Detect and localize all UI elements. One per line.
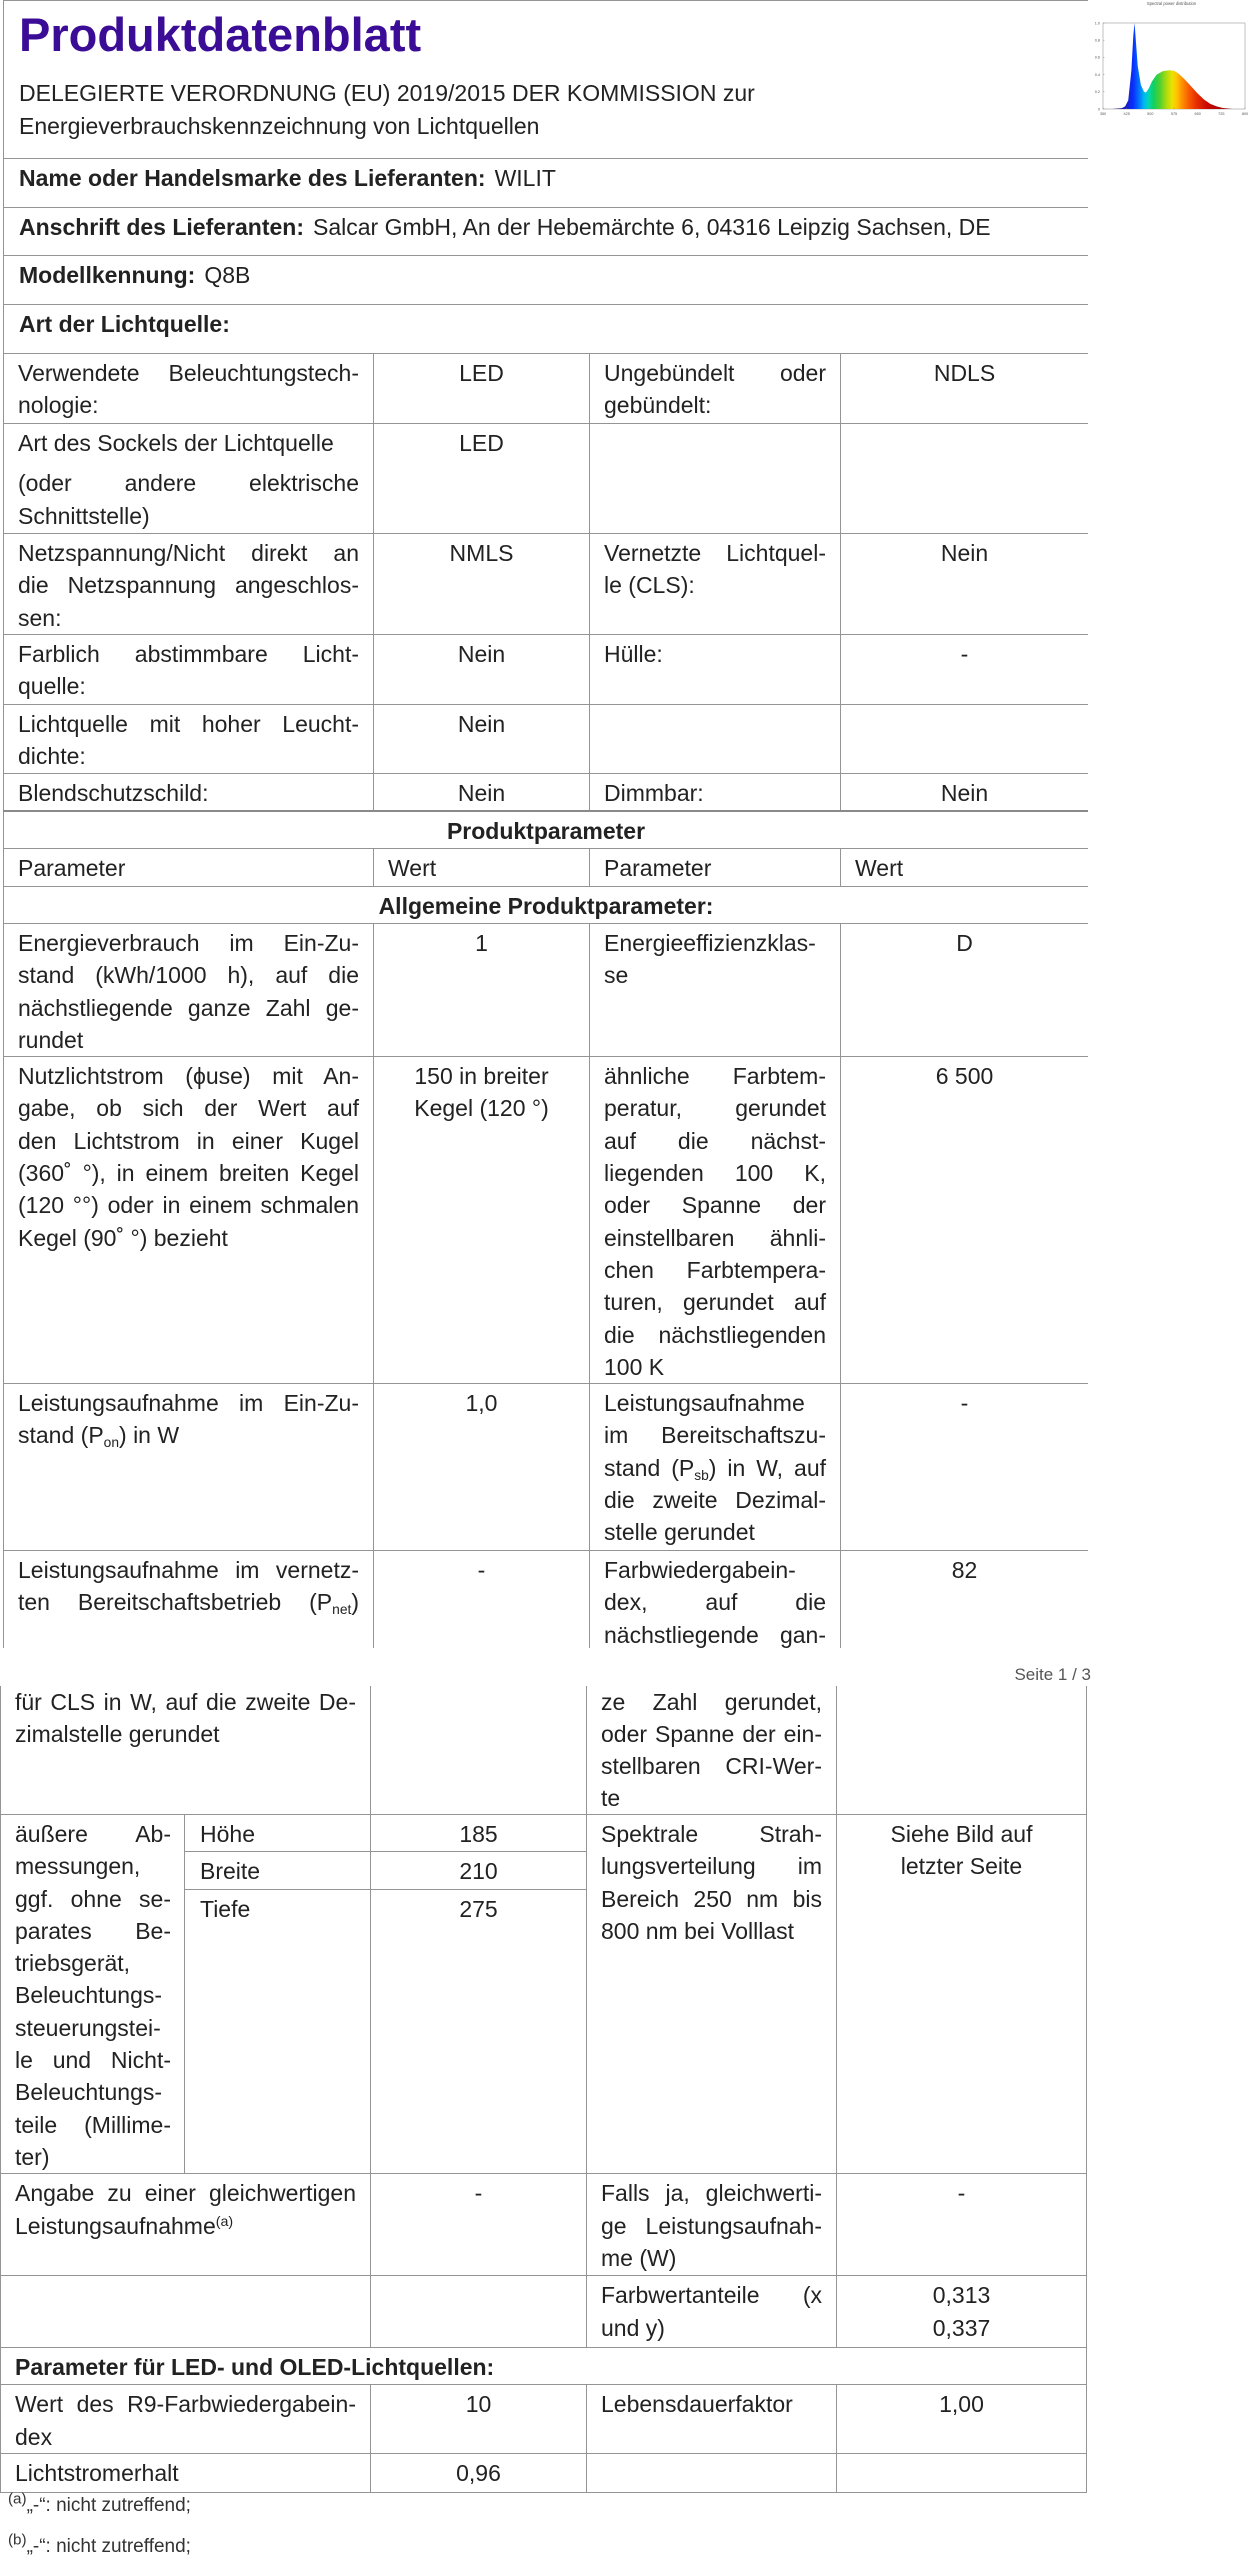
empty-cell <box>841 424 1089 534</box>
lumen-maintenance-label <box>1 2453 371 2492</box>
text-line: Kegel (90˚ °) bezieht <box>18 1224 228 1251</box>
text-line: ähnliche Farbtem- <box>604 1063 826 1090</box>
table-row <box>4 774 1089 811</box>
y-tick-label: 0.4 <box>1094 72 1100 77</box>
supplier-name-row <box>4 159 1089 208</box>
depth-label: Tiefe <box>185 1890 371 2174</box>
cri-label <box>590 1551 841 1648</box>
y-tick-label: 1.0 <box>1094 21 1100 26</box>
cap-type-value: LED <box>374 424 590 534</box>
text-line: sen: <box>18 604 62 631</box>
general-parameters-heading-row <box>4 887 1089 924</box>
text-line: ggf. ohne se- <box>15 1885 171 1912</box>
text-line: (360˚ °), in einem breiten Kegel <box>18 1160 359 1187</box>
supplier-name-label: Name oder Handelsmarke des Lieferanten: <box>19 165 486 191</box>
led-parameters-heading-row <box>1 2348 1087 2385</box>
cap-type-note <box>18 467 359 532</box>
technology-label <box>4 354 374 424</box>
column-header-parameter: Parameter <box>590 849 841 887</box>
text-line: Farbwiedergabein- <box>604 1557 796 1584</box>
anti-glare-label <box>4 774 374 811</box>
text-fragment: ) <box>351 1589 359 1616</box>
x-tick-label: 650 <box>1194 112 1201 116</box>
text-line: Kegel (120 °) <box>414 1095 549 1122</box>
text-line: (120 °°) oder in einem schmalen <box>18 1192 359 1219</box>
table-row <box>1 2453 1087 2492</box>
text-line: Schnittstelle) <box>18 502 150 529</box>
table-row <box>4 924 1089 1057</box>
empty-cell <box>590 424 841 534</box>
r9-label <box>1 2385 371 2454</box>
chart-title: Spectral power distribution <box>1146 1 1197 6</box>
text-line: dichte: <box>18 743 86 770</box>
supplier-address-row <box>4 208 1089 256</box>
text-line: Falls ja, gleichwerti- <box>601 2180 822 2207</box>
table-row <box>4 354 1089 424</box>
text-line <box>18 1586 359 1618</box>
chromaticity-label <box>587 2276 837 2348</box>
text-line: Beleuchtungs- <box>15 2079 163 2106</box>
table-row <box>4 534 1089 635</box>
cap-type-label <box>18 427 359 459</box>
table-row <box>4 635 1089 705</box>
text-line: Leistungsaufnahme im vernetz- <box>18 1557 359 1584</box>
product-data-table-page-2 <box>0 1686 1087 2493</box>
supplier-name-value: WILIT <box>494 165 556 191</box>
cct-label <box>590 1057 841 1384</box>
width-label: Breite <box>185 1852 371 1890</box>
text-line: dex, auf die <box>604 1589 826 1616</box>
text-fragment: ten Bereitschaftsbetrieb (P <box>18 1589 333 1616</box>
model-label: Modellkennung: <box>19 262 196 288</box>
text-line <box>604 1452 826 1484</box>
text-line: Siehe Bild auf <box>890 1821 1033 1847</box>
text-line: Lebensdauerfaktor <box>601 2391 793 2418</box>
text-line: peratur, gerundet <box>604 1095 826 1122</box>
empty-cell <box>841 705 1089 774</box>
supplier-address-cell <box>4 208 1089 256</box>
empty-cell <box>1 2276 371 2348</box>
useful-flux-value <box>374 1057 590 1384</box>
survival-factor-value: 1,00 <box>837 2385 1087 2454</box>
text-line: gabe, ob sich der Wert auf <box>18 1095 359 1122</box>
column-header-value: Wert <box>841 849 1089 887</box>
colour-tuneable-label <box>4 635 374 705</box>
table-row <box>1 2276 1087 2348</box>
text-line: oder Spanne der <box>604 1192 826 1219</box>
energy-consumption-label <box>4 924 374 1057</box>
y-tick-label: 0.6 <box>1094 55 1100 60</box>
text-line: nächstliegende ganze Zahl ge- <box>18 994 359 1021</box>
text-line: chen Farbtempera- <box>604 1256 826 1283</box>
text-line: messungen, <box>15 1853 141 1880</box>
text-fragment: stand (P <box>604 1454 695 1481</box>
text-line: Energieeffizienzklas- <box>604 930 816 956</box>
footnote-text: „-“: nicht zutreffend; <box>26 2495 191 2516</box>
text-line: ze Zahl gerundet, <box>601 1689 822 1715</box>
model-value: Q8B <box>204 262 251 288</box>
y-tick-label: 0.2 <box>1094 90 1100 95</box>
text-line: für CLS in W, auf die zweite De- <box>15 1689 356 1715</box>
text-line: Angabe zu einer gleichwertigen <box>15 2180 356 2207</box>
cri-value: 82 <box>841 1551 1089 1648</box>
dimensions-row-height <box>1 1815 1087 1852</box>
column-header-parameter: Parameter <box>4 849 374 887</box>
page-1 <box>3 0 1088 1648</box>
led-parameters-heading: Parameter für LED- und OLED-Lichtquellen: <box>1 2348 1087 2385</box>
equivalent-power-label <box>587 2174 837 2276</box>
standby-power-label <box>590 1384 841 1551</box>
product-parameters-heading-row <box>4 811 1089 849</box>
footnote-ref-a: (a) <box>215 2213 234 2230</box>
light-source-heading: Art der Lichtquelle: <box>4 305 1089 354</box>
connected-label <box>590 534 841 635</box>
product-data-table-page-1 <box>3 0 1088 1648</box>
x-tick-label: 800 <box>1241 112 1249 116</box>
text-line: rundet <box>18 1026 84 1053</box>
standby-power-value: - <box>841 1384 1089 1551</box>
text-line: stellbaren CRI-Wer- <box>601 1753 822 1779</box>
text-line: ter) <box>15 2143 50 2170</box>
column-header-value: Wert <box>374 849 590 887</box>
regulation-subtitle <box>19 77 1073 143</box>
text-line: die zweite Dezimal- <box>604 1487 826 1514</box>
supplier-address-label: Anschrift des Lieferanten: <box>19 214 304 240</box>
technology-value: LED <box>374 354 590 424</box>
text-line: 150 in breiter <box>414 1063 549 1090</box>
footnote-text: „-“: nicht zutreffend; <box>26 2536 191 2557</box>
text-line: me (W) <box>601 2244 677 2271</box>
text-line: Farbwertanteile (x <box>601 2282 822 2309</box>
page-title: Produktdatenblatt <box>19 8 422 61</box>
table-row <box>4 1384 1089 1551</box>
empty-cell <box>371 1686 587 1815</box>
text-line: turen, gerundet auf <box>604 1289 826 1316</box>
x-tick-label: 350 <box>1099 112 1107 116</box>
general-parameters-heading: Allgemeine Produktparameter: <box>4 887 1089 924</box>
text-line: Lichtstromerhalt <box>15 2459 179 2486</box>
cap-type-label-cell <box>4 424 374 534</box>
text-line: (oder andere elektrische <box>18 470 359 497</box>
on-mode-power-label <box>4 1384 374 1551</box>
x-tick-label: 575 <box>1170 112 1178 116</box>
text-line: gebündelt: <box>604 392 712 419</box>
empty-cell <box>590 705 841 774</box>
empty-cell <box>837 1686 1087 1815</box>
text-fragment: ) in W, auf <box>708 1454 826 1481</box>
height-label: Höhe <box>185 1815 371 1852</box>
supplier-name-cell <box>4 159 1089 208</box>
column-header-row <box>4 849 1089 887</box>
text-line: dex <box>15 2423 53 2450</box>
text-fragment: stand (P <box>18 1422 104 1449</box>
subscript-on: on <box>103 1435 120 1451</box>
text-line: Hülle: <box>604 641 663 667</box>
text-line: triebsgerät, <box>15 1950 131 1977</box>
mains-value: NMLS <box>374 534 590 635</box>
text-line: Beleuchtungs- <box>15 1982 163 2009</box>
text-line: 0,337 <box>932 2314 991 2341</box>
text-line: den Lichtstrom in einer Kugel <box>18 1127 359 1154</box>
envelope-label <box>590 635 841 705</box>
energy-consumption-value: 1 <box>374 924 590 1057</box>
width-value: 210 <box>371 1852 587 1890</box>
text-line: Leistungsaufnahme im Ein-Zu- <box>18 1390 359 1417</box>
text-line: zimalstelle gerundet <box>15 1721 220 1747</box>
text-line: Netzspannung/Nicht direkt an <box>18 540 359 566</box>
text-line: se <box>604 962 629 989</box>
dimensions-label <box>1 1815 185 2174</box>
text-line: 0,313 <box>932 2282 991 2309</box>
dimmable-value: Nein <box>841 774 1089 811</box>
title-row <box>4 1 1089 159</box>
height-value: 185 <box>371 1815 587 1852</box>
subscript-net: net <box>332 1602 352 1618</box>
table-row <box>4 705 1089 774</box>
title-cell <box>4 1 1089 159</box>
text-line: parates Be- <box>15 1917 171 1944</box>
spectral-power-distribution-chart <box>1090 0 1253 120</box>
text-line: lungsverteilung im <box>601 1853 822 1880</box>
table-row <box>1 2174 1087 2276</box>
supplier-address-value: Salcar GmbH, An der Hebemärchte 6, 04316 Leipzig Sachsen, DE <box>313 214 991 240</box>
text-line: die nächstliegenden <box>604 1321 826 1348</box>
text-line: quelle: <box>18 673 86 700</box>
page-number: Seite 1 / 3 <box>1014 1665 1091 1684</box>
networked-standby-label <box>4 1551 374 1648</box>
text-line: letzter Seite <box>900 1853 1023 1880</box>
text-fragment: Leistungsaufnahme <box>15 2212 216 2239</box>
text-fragment: ) in W <box>119 1422 180 1449</box>
lumen-maintenance-value: 0,96 <box>371 2453 587 2492</box>
mains-label <box>4 534 374 635</box>
text-line: stand (kWh/1000 h), auf die <box>18 962 359 989</box>
text-line: liegenden 100 K, <box>604 1160 826 1187</box>
empty-cell <box>837 2453 1087 2492</box>
empty-cell <box>587 2453 837 2492</box>
text-line <box>18 1419 359 1451</box>
high-luminance-value: Nein <box>374 705 590 774</box>
model-row <box>4 256 1089 305</box>
connected-value: Nein <box>841 534 1089 635</box>
text-line: le (CLS): <box>604 572 695 599</box>
footnote-marker: (b) <box>8 2531 27 2549</box>
text-line: Spektrale Strah- <box>601 1821 822 1847</box>
directional-value: NDLS <box>841 354 1089 424</box>
y-tick-label: 0.8 <box>1094 38 1100 43</box>
text-line: nächstliegende gan- <box>604 1621 826 1648</box>
light-source-heading-row <box>4 305 1089 354</box>
table-row <box>1 2385 1087 2454</box>
table-row <box>4 1551 1089 1648</box>
text-line: Art des Sockels der Lichtquelle <box>18 430 334 456</box>
text-line: nologie: <box>18 392 99 419</box>
cct-value: 6 500 <box>841 1057 1089 1384</box>
directional-label <box>590 354 841 424</box>
page-2 <box>0 1686 1086 2493</box>
text-line: te <box>601 1785 621 1811</box>
text-line: im Bereitschaftszu- <box>604 1422 826 1449</box>
text-line: DELEGIERTE VERORDNUNG (EU) 2019/2015 DER KOMMISSION zur <box>19 80 755 106</box>
footnote-a <box>8 2488 191 2524</box>
text-line: die Netzspannung angeschlos- <box>18 572 359 599</box>
table-row <box>4 1057 1089 1384</box>
networked-standby-value: - <box>374 1551 590 1648</box>
text-line: stelle gerundet <box>604 1519 755 1546</box>
footnote-marker: (a) <box>8 2490 27 2508</box>
empty-cell <box>371 2276 587 2348</box>
text-line: Blendschutzschild: <box>18 780 209 806</box>
text-line: Verwendete Beleuchtungstech- <box>18 360 359 386</box>
colour-tuneable-value: Nein <box>374 635 590 705</box>
energy-class-value: D <box>841 924 1089 1057</box>
equivalent-power-claim-value: - <box>371 2174 587 2276</box>
continued-row <box>1 1686 1087 1815</box>
survival-factor-label <box>587 2385 837 2454</box>
text-line: teile (Millime- <box>15 2111 171 2138</box>
model-cell <box>4 256 1089 305</box>
equivalent-power-value: - <box>837 2174 1087 2276</box>
energy-class-label <box>590 924 841 1057</box>
text-line: Lichtquelle mit hoher Leucht- <box>18 711 359 737</box>
on-mode-power-value: 1,0 <box>374 1384 590 1551</box>
cri-label-continued <box>587 1686 837 1815</box>
x-tick-label: 725 <box>1218 112 1225 116</box>
text-line: Ungebündelt oder <box>604 360 826 386</box>
dimmable-label <box>590 774 841 811</box>
y-tick-label: 0 <box>1097 107 1100 112</box>
x-tick-label: 425 <box>1123 112 1130 116</box>
anti-glare-value: Nein <box>374 774 590 811</box>
text-line: einstellbaren ähnli- <box>604 1224 826 1251</box>
text-line: auf die nächst- <box>604 1127 826 1154</box>
text-line <box>15 2210 356 2242</box>
text-line: 800 nm bei Volllast <box>601 1917 795 1944</box>
r9-value: 10 <box>371 2385 587 2454</box>
envelope-value: - <box>841 635 1089 705</box>
product-parameters-heading: Produktparameter <box>4 811 1089 849</box>
text-line: Dimmbar: <box>604 780 704 806</box>
text-line: steuerungstei- <box>15 2014 161 2041</box>
text-line: Nutzlichtstrom (ϕuse) mit An- <box>18 1063 359 1090</box>
text-line: le und Nicht- <box>15 2047 171 2074</box>
chromaticity-value <box>837 2276 1087 2348</box>
subscript-sb: sb <box>694 1467 709 1483</box>
spectral-distribution-label <box>587 1815 837 2174</box>
equivalent-power-claim-label <box>1 2174 371 2276</box>
text-line: ge Leistungsaufnah- <box>601 2212 822 2239</box>
networked-standby-label-continued <box>1 1686 371 1815</box>
text-line: Farblich abstimmbare Licht- <box>18 641 359 667</box>
high-luminance-label <box>4 705 374 774</box>
table-row <box>4 424 1089 534</box>
x-tick-label: 500 <box>1147 112 1154 116</box>
depth-value: 275 <box>371 1890 587 2174</box>
text-line: Wert des R9-Farbwiedergabein- <box>15 2391 356 2418</box>
text-line: Leistungsaufnahme <box>604 1390 805 1417</box>
text-line: Energieverbrauchskennzeichnung von Lichtquellen <box>19 113 540 139</box>
text-line: 100 K <box>604 1353 665 1380</box>
text-line: Vernetzte Lichtquel- <box>604 540 826 566</box>
useful-flux-label <box>4 1057 374 1384</box>
text-line: und y) <box>601 2314 665 2341</box>
spectral-distribution-value <box>837 1815 1087 2174</box>
text-line: oder Spanne der ein- <box>601 1721 822 1747</box>
text-line: äußere Ab- <box>15 1821 171 1847</box>
text-line: Bereich 250 nm bis <box>601 1885 822 1912</box>
text-line: Energieverbrauch im Ein-Zu- <box>18 930 359 956</box>
